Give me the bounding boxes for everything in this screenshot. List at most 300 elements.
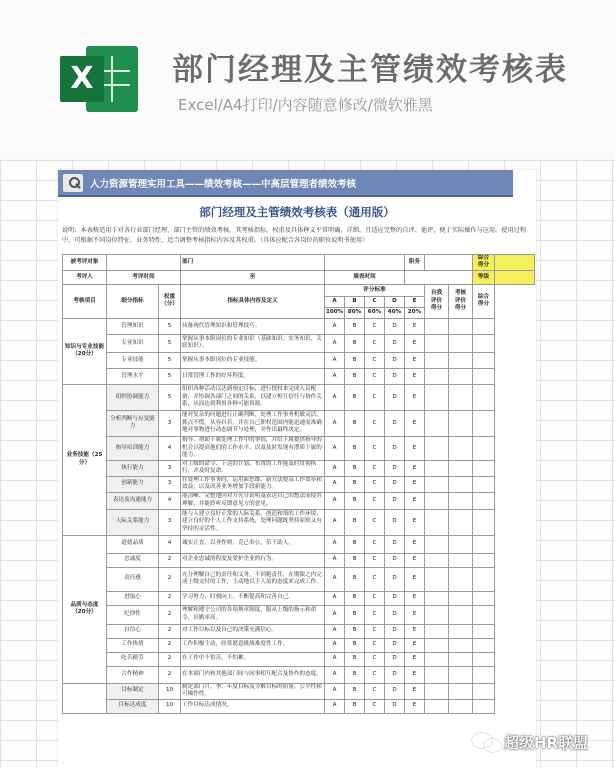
grade-option[interactable]: A bbox=[325, 334, 345, 352]
grade-option[interactable]: A bbox=[325, 638, 345, 652]
total-score-cell[interactable] bbox=[473, 352, 495, 368]
grade-option[interactable]: A bbox=[325, 535, 345, 553]
definition-cell: 掌握从事本职岗位的专业知识（基础知识、实务知识、关联知识）。 bbox=[181, 334, 325, 352]
sub-indicator: 管理知识 bbox=[107, 318, 159, 334]
grade-option[interactable]: C bbox=[365, 318, 385, 334]
label-to: 至 bbox=[181, 270, 325, 284]
grade-option[interactable]: A bbox=[325, 652, 345, 666]
grade-option[interactable]: D bbox=[385, 492, 405, 509]
weight-cell: 2 bbox=[159, 591, 181, 605]
leader-score-cell[interactable] bbox=[449, 436, 473, 460]
label-assess-time: 考评时间 bbox=[107, 270, 181, 284]
definition-cell: 能对复杂的问题进行正确判断，处理工作事务机敏灵活，抓点不慌，从容自若，并在自己职权范围内能迅速而准确地对事物进行动态调节与处理，并作出最终决定。 bbox=[181, 410, 325, 436]
header-total: 综合 得分 bbox=[473, 284, 495, 318]
total-score-cell[interactable] bbox=[473, 509, 495, 535]
sub-indicator: 目标制定 bbox=[107, 683, 159, 699]
weight-cell: 4 bbox=[159, 535, 181, 553]
table-row bbox=[63, 666, 535, 683]
weight-cell: 4 bbox=[159, 436, 181, 460]
grade-option[interactable]: C bbox=[365, 567, 385, 591]
definition-cell: 工作目标达成情况。 bbox=[181, 699, 325, 713]
weight-cell: 2 bbox=[159, 638, 181, 652]
table-row bbox=[63, 476, 535, 492]
leader-score-cell[interactable] bbox=[449, 567, 473, 591]
grade-option[interactable]: E bbox=[405, 652, 425, 666]
header-weight: 权重 （分） bbox=[159, 284, 181, 318]
grade-option[interactable]: E bbox=[405, 368, 425, 384]
grade-option[interactable]: C bbox=[365, 352, 385, 368]
label-fill-time: 填表时间 bbox=[325, 270, 405, 284]
grade-option[interactable]: B bbox=[345, 666, 365, 683]
grade-option[interactable]: D bbox=[385, 410, 405, 436]
grade-option[interactable]: C bbox=[365, 460, 385, 476]
weight-cell: 2 bbox=[159, 605, 181, 624]
group-name: 知识与专业技能（20分） bbox=[63, 318, 107, 384]
grade-option[interactable]: B bbox=[345, 476, 365, 492]
total-score-cell[interactable] bbox=[473, 384, 495, 410]
grade-option[interactable]: C bbox=[365, 666, 385, 683]
header-scale: 评分标准 bbox=[325, 284, 425, 296]
self-score-cell[interactable] bbox=[425, 368, 449, 384]
sub-indicator: 目标达成度 bbox=[107, 699, 159, 713]
leader-score-cell[interactable] bbox=[449, 652, 473, 666]
grade-option[interactable]: A bbox=[325, 624, 345, 638]
sub-indicator: 责任感 bbox=[107, 567, 159, 591]
definition-cell: 制定部门月、季、年度目标及分解目标的质量、公平性和可操作性。 bbox=[181, 683, 325, 699]
leader-score-cell[interactable] bbox=[449, 334, 473, 352]
grade-option[interactable]: E bbox=[405, 666, 425, 683]
grade-option[interactable]: E bbox=[405, 460, 425, 476]
grade-percent: 60% bbox=[365, 307, 385, 318]
leader-score-cell[interactable] bbox=[449, 591, 473, 605]
leader-score-cell[interactable] bbox=[449, 699, 473, 713]
grade-option[interactable]: C bbox=[365, 509, 385, 535]
grade-option[interactable]: D bbox=[385, 352, 405, 368]
definition-cell: 对工作目标以及自己的决策充满信心。 bbox=[181, 624, 325, 638]
grade-option[interactable]: D bbox=[385, 553, 405, 567]
grade-option[interactable]: A bbox=[325, 553, 345, 567]
definition-cell: 具备现代管理知识和管理技巧。 bbox=[181, 318, 325, 334]
sub-indicator: 专业知识 bbox=[107, 334, 159, 352]
fill-time-field[interactable] bbox=[405, 270, 473, 284]
leader-score-cell[interactable] bbox=[449, 509, 473, 535]
header-sub: 细分指标 bbox=[107, 284, 159, 318]
table-row bbox=[63, 652, 535, 666]
table-row bbox=[63, 553, 535, 567]
grade-header: C bbox=[365, 296, 385, 307]
sub-indicator: 执行能力 bbox=[107, 460, 159, 476]
grade-option[interactable]: B bbox=[345, 683, 365, 699]
wechat-icon bbox=[470, 729, 504, 755]
table-row bbox=[63, 509, 535, 535]
self-score-cell[interactable] bbox=[425, 652, 449, 666]
grade-option[interactable]: D bbox=[385, 318, 405, 334]
weight-cell: 3 bbox=[159, 509, 181, 535]
sub-indicator: 表达及沟通能力 bbox=[107, 492, 159, 509]
leader-score-cell[interactable] bbox=[449, 476, 473, 492]
grade-option[interactable]: A bbox=[325, 605, 345, 624]
table-row bbox=[63, 591, 535, 605]
grade-option[interactable]: A bbox=[325, 699, 345, 713]
leader-score-cell[interactable] bbox=[449, 553, 473, 567]
grade-option[interactable]: E bbox=[405, 492, 425, 509]
sub-indicator: 忠诚度 bbox=[107, 553, 159, 567]
weight-cell: 5 bbox=[159, 352, 181, 368]
grade-option[interactable]: A bbox=[325, 460, 345, 476]
weight-cell: 3 bbox=[159, 410, 181, 436]
self-score-cell[interactable] bbox=[425, 666, 449, 683]
self-score-cell[interactable] bbox=[425, 476, 449, 492]
grade-percent: 20% bbox=[405, 307, 425, 318]
assessee-field[interactable] bbox=[107, 255, 181, 271]
definition-cell: 充分理解自己的责任和义务，不回避责任，在期限之内完成上级交付的工作，主动地以主人翁的态度来完成工作。 bbox=[181, 567, 325, 591]
table-row bbox=[63, 334, 535, 352]
definition-cell: 诚实正直，以身作则，克己奉公，乐于助人。 bbox=[181, 535, 325, 553]
sub-indicator: 自信心 bbox=[107, 624, 159, 638]
grade-option[interactable]: C bbox=[365, 638, 385, 652]
definition-cell: 在工作中不怕苦，不怕累。 bbox=[181, 652, 325, 666]
weight-cell: 3 bbox=[159, 476, 181, 492]
self-score-cell[interactable] bbox=[425, 410, 449, 436]
definition-cell: 在处理工作事务时，运用新思维、新方法提高工作效率和效益，以及改善业务增加手段新能力。 bbox=[181, 476, 325, 492]
sub-indicator: 组织协调能力 bbox=[107, 384, 159, 410]
department-field[interactable] bbox=[325, 255, 405, 271]
grade-option[interactable]: B bbox=[345, 334, 365, 352]
grade-option[interactable]: D bbox=[385, 638, 405, 652]
definition-cell: 在本部门内和其他部门间与同事相互配合及协作的态度。 bbox=[181, 666, 325, 683]
leader-score-cell[interactable] bbox=[449, 638, 473, 652]
grade-option[interactable]: D bbox=[385, 334, 405, 352]
label-department: 部门 bbox=[181, 255, 325, 271]
weight-cell: 2 bbox=[159, 666, 181, 683]
grade-option[interactable]: A bbox=[325, 591, 345, 605]
sub-indicator: 专业技能 bbox=[107, 352, 159, 368]
grade-option[interactable]: E bbox=[405, 638, 425, 652]
sub-indicator: 纪律性 bbox=[107, 605, 159, 624]
weight-cell: 2 bbox=[159, 652, 181, 666]
watermark bbox=[470, 724, 588, 760]
watermark-text: 超级HR联盟 bbox=[504, 733, 589, 752]
table-row bbox=[63, 567, 535, 591]
sub-indicator: 吃苦耐劳 bbox=[107, 652, 159, 666]
grade-option[interactable]: A bbox=[325, 318, 345, 334]
grade-option[interactable]: D bbox=[385, 591, 405, 605]
total-score-cell[interactable] bbox=[473, 567, 495, 591]
grade-option[interactable]: B bbox=[345, 318, 365, 334]
grade-option[interactable]: D bbox=[385, 624, 405, 638]
grade-option[interactable]: E bbox=[405, 334, 425, 352]
label-assessee: 被考评对象 bbox=[63, 255, 107, 271]
grade-option[interactable]: E bbox=[405, 591, 425, 605]
page-header bbox=[0, 0, 615, 150]
grade-option[interactable]: E bbox=[405, 535, 425, 553]
grade-option[interactable]: E bbox=[405, 410, 425, 436]
grade-option[interactable]: B bbox=[345, 509, 365, 535]
label-total-score: 综合 得分 bbox=[473, 255, 495, 271]
total-score-cell[interactable] bbox=[473, 624, 495, 638]
grade-option[interactable]: A bbox=[325, 384, 345, 410]
grade-option[interactable]: B bbox=[345, 567, 365, 591]
sub-indicator: 指导培训能力 bbox=[107, 436, 159, 460]
sub-indicator: 工作热情 bbox=[107, 638, 159, 652]
total-score-cell[interactable] bbox=[473, 683, 495, 699]
grade-option[interactable]: D bbox=[385, 476, 405, 492]
grade-option[interactable]: B bbox=[345, 460, 365, 476]
total-score-cell[interactable] bbox=[473, 476, 495, 492]
definition-cell: 对企业忠诚的程度及爱护企业的行为。 bbox=[181, 553, 325, 567]
grade-option[interactable]: E bbox=[405, 624, 425, 638]
total-score-cell[interactable] bbox=[473, 553, 495, 567]
table-row bbox=[63, 436, 535, 460]
total-score-cell[interactable] bbox=[473, 318, 495, 334]
self-score-cell[interactable] bbox=[425, 460, 449, 476]
self-score-cell[interactable] bbox=[425, 535, 449, 553]
grade-option[interactable]: B bbox=[345, 699, 365, 713]
header-leader: 考核 评价 得分 bbox=[449, 284, 473, 318]
sub-indicator: 道德品质 bbox=[107, 535, 159, 553]
grade-option[interactable]: E bbox=[405, 567, 425, 591]
assessment-table bbox=[62, 254, 535, 714]
table-row bbox=[63, 624, 535, 638]
tool-banner bbox=[58, 170, 513, 197]
form-note: 说明：本表格适用于对各行业部门经理、部门主管的绩效考核。其考核指标、权重及具体释义平常明确、详细，且适应完整的自评、他评，便于实际操作与应用。使用过程中，可根据不同岗位特征，业务特性，适当调整考核指标内容及其权重。（具体应配合各岗位的职位说明书使用） bbox=[62, 227, 527, 244]
total-score-cell[interactable] bbox=[473, 535, 495, 553]
grade-option[interactable]: B bbox=[345, 553, 365, 567]
grade-option[interactable]: D bbox=[385, 509, 405, 535]
grade-option[interactable]: C bbox=[365, 535, 385, 553]
self-score-cell[interactable] bbox=[425, 384, 449, 410]
definition-cell: 能清晰、完整地向对方充分说明及表达自己的想法而使其理解，并能聆听反馈意见方的意见。 bbox=[181, 492, 325, 509]
excel-letter: X bbox=[60, 56, 104, 102]
leader-score-cell[interactable] bbox=[449, 624, 473, 638]
grade-option[interactable]: C bbox=[365, 652, 385, 666]
grade-option[interactable]: E bbox=[405, 509, 425, 535]
self-score-cell[interactable] bbox=[425, 352, 449, 368]
leader-score-cell[interactable] bbox=[449, 492, 473, 509]
grade-header: D bbox=[385, 296, 405, 307]
grade-option[interactable]: A bbox=[325, 567, 345, 591]
group-name: 品质与态度（20分） bbox=[63, 535, 107, 683]
total-score-cell[interactable] bbox=[473, 436, 495, 460]
definition-cell: 对上级的命令、下达的计划、布置的工作能及时贯彻执行，并及时复命。 bbox=[181, 460, 325, 476]
weight-cell: 5 bbox=[159, 318, 181, 334]
grade-option[interactable]: B bbox=[345, 652, 365, 666]
self-score-cell[interactable] bbox=[425, 334, 449, 352]
self-score-cell[interactable] bbox=[425, 436, 449, 460]
grade-option[interactable]: A bbox=[325, 509, 345, 535]
leader-score-cell[interactable] bbox=[449, 318, 473, 334]
grade-option[interactable]: B bbox=[345, 605, 365, 624]
self-score-cell[interactable] bbox=[425, 605, 449, 624]
weight-cell: 5 bbox=[159, 368, 181, 384]
weight-cell: 5 bbox=[159, 384, 181, 410]
group-name bbox=[63, 683, 107, 713]
grade-option[interactable]: D bbox=[385, 368, 405, 384]
grade-option[interactable]: C bbox=[365, 683, 385, 699]
total-score-cell[interactable] bbox=[473, 666, 495, 683]
total-score-field[interactable] bbox=[495, 255, 535, 271]
grade-option[interactable]: C bbox=[365, 492, 385, 509]
form-sheet bbox=[58, 170, 536, 768]
definition-cell: 学习努力，时刻向上，不断提高和完善自己。 bbox=[181, 591, 325, 605]
grade-option[interactable]: E bbox=[405, 683, 425, 699]
table-row bbox=[63, 368, 535, 384]
leader-score-cell[interactable] bbox=[449, 410, 473, 436]
magnifier-tool-icon bbox=[63, 174, 83, 192]
leader-score-cell[interactable] bbox=[449, 535, 473, 553]
leader-score-cell[interactable] bbox=[449, 605, 473, 624]
grade-option[interactable]: D bbox=[385, 436, 405, 460]
grade-option[interactable]: C bbox=[365, 334, 385, 352]
page-subtitle: Excel/A4打印/内容随意修改/微软雅黑 bbox=[178, 96, 433, 114]
group-name: 业务技能（25分） bbox=[63, 384, 107, 535]
self-score-cell[interactable] bbox=[425, 553, 449, 567]
weight-cell: 10 bbox=[159, 683, 181, 699]
leader-score-cell[interactable] bbox=[449, 352, 473, 368]
grade-option[interactable]: A bbox=[325, 410, 345, 436]
grade-option[interactable]: C bbox=[365, 624, 385, 638]
leader-score-cell[interactable] bbox=[449, 460, 473, 476]
grade-field[interactable] bbox=[495, 270, 535, 284]
grade-option[interactable]: D bbox=[385, 460, 405, 476]
definition-cell: 掌握从事本职岗位的专业技能。 bbox=[181, 352, 325, 368]
total-score-cell[interactable] bbox=[473, 492, 495, 509]
total-score-cell[interactable] bbox=[473, 410, 495, 436]
header-item: 考核项目 bbox=[63, 284, 107, 318]
leader-score-cell[interactable] bbox=[449, 368, 473, 384]
grade-option[interactable]: E bbox=[405, 476, 425, 492]
grade-option[interactable]: B bbox=[345, 410, 365, 436]
weight-cell: 10 bbox=[159, 699, 181, 713]
table-row bbox=[63, 460, 535, 476]
total-score-cell[interactable] bbox=[473, 460, 495, 476]
header-desc: 指标具体内容及定义 bbox=[181, 284, 325, 318]
leader-score-cell[interactable] bbox=[449, 666, 473, 683]
grade-option[interactable]: E bbox=[405, 384, 425, 410]
grade-option[interactable]: A bbox=[325, 683, 345, 699]
grade-option[interactable]: C bbox=[365, 410, 385, 436]
total-score-cell[interactable] bbox=[473, 699, 495, 713]
weight-cell: 3 bbox=[159, 460, 181, 476]
grade-option[interactable]: C bbox=[365, 553, 385, 567]
grade-option[interactable]: B bbox=[345, 492, 365, 509]
definition-cell: 组织各种活动以达到预定目标，进行授权来完成人员配备，并协调各部门之间的关系，以建立相互信任与协作关系，从而达到利用各种可能资源。 bbox=[181, 384, 325, 410]
total-score-cell[interactable] bbox=[473, 334, 495, 352]
table-row bbox=[63, 699, 535, 713]
grade-option[interactable]: D bbox=[385, 384, 405, 410]
position-field[interactable] bbox=[425, 255, 473, 271]
total-score-cell[interactable] bbox=[473, 591, 495, 605]
page-title: 部门经理及主管绩效考核表 bbox=[172, 52, 568, 88]
header-self: 自我 评价 得分 bbox=[425, 284, 449, 318]
table-row bbox=[63, 318, 535, 334]
grade-option[interactable]: A bbox=[325, 476, 345, 492]
grade-option[interactable]: E bbox=[405, 553, 425, 567]
grade-option[interactable]: E bbox=[405, 699, 425, 713]
grade-option[interactable]: B bbox=[345, 352, 365, 368]
grade-option[interactable]: D bbox=[385, 605, 405, 624]
grade-option[interactable]: C bbox=[365, 368, 385, 384]
total-score-cell[interactable] bbox=[473, 638, 495, 652]
grade-option[interactable]: E bbox=[405, 436, 425, 460]
weight-cell: 4 bbox=[159, 492, 181, 509]
definition-cell: 指导、帮助下属处理工作中的事情，并给下属提供指导的机会以提高他们的工作水平，以及及时发现有潜质下属的能力。 bbox=[181, 436, 325, 460]
grade-option[interactable]: D bbox=[385, 652, 405, 666]
grade-option[interactable]: C bbox=[365, 384, 385, 410]
definition-cell: 理解和遵守公司的各项规章制度，服从上级的指示和命令，出勤率高。 bbox=[181, 605, 325, 624]
self-score-cell[interactable] bbox=[425, 318, 449, 334]
grade-option[interactable]: B bbox=[345, 436, 365, 460]
total-score-cell[interactable] bbox=[473, 652, 495, 666]
self-score-cell[interactable] bbox=[425, 624, 449, 638]
grade-option[interactable]: A bbox=[325, 436, 345, 460]
self-score-cell[interactable] bbox=[425, 638, 449, 652]
weight-cell: 2 bbox=[159, 567, 181, 591]
grade-option[interactable]: D bbox=[385, 666, 405, 683]
self-score-cell[interactable] bbox=[425, 492, 449, 509]
self-score-cell[interactable] bbox=[425, 509, 449, 535]
grade-option[interactable]: B bbox=[345, 638, 365, 652]
excel-icon bbox=[60, 42, 140, 116]
grade-option[interactable]: A bbox=[325, 666, 345, 683]
grade-header: B bbox=[345, 296, 365, 307]
grade-option[interactable]: C bbox=[365, 476, 385, 492]
grade-option[interactable]: B bbox=[345, 384, 365, 410]
leader-score-cell[interactable] bbox=[449, 384, 473, 410]
grade-option[interactable]: B bbox=[345, 535, 365, 553]
grade-option[interactable]: C bbox=[365, 605, 385, 624]
sub-indicator: 分析判断与应变能力 bbox=[107, 410, 159, 436]
grade-option[interactable]: E bbox=[405, 318, 425, 334]
total-score-cell[interactable] bbox=[473, 605, 495, 624]
table-row bbox=[63, 683, 535, 699]
grade-option[interactable]: C bbox=[365, 436, 385, 460]
label-assessor: 考评人 bbox=[63, 270, 107, 284]
grade-option[interactable]: A bbox=[325, 352, 345, 368]
grade-option[interactable]: B bbox=[345, 591, 365, 605]
self-score-cell[interactable] bbox=[425, 591, 449, 605]
grade-option[interactable]: C bbox=[365, 591, 385, 605]
grade-option[interactable]: D bbox=[385, 699, 405, 713]
definition-cell: 工作积极主动，经常愿意挑战难度性工作。 bbox=[181, 638, 325, 652]
grade-option[interactable]: C bbox=[365, 699, 385, 713]
grade-option[interactable]: D bbox=[385, 567, 405, 591]
grade-option[interactable]: B bbox=[345, 368, 365, 384]
grade-percent: 40% bbox=[385, 307, 405, 318]
table-row bbox=[63, 535, 535, 553]
grade-option[interactable]: A bbox=[325, 492, 345, 509]
total-score-cell[interactable] bbox=[473, 368, 495, 384]
self-score-cell[interactable] bbox=[425, 699, 449, 713]
grade-option[interactable]: E bbox=[405, 352, 425, 368]
weight-cell: 2 bbox=[159, 553, 181, 567]
grade-option[interactable]: B bbox=[345, 624, 365, 638]
grade-option[interactable]: D bbox=[385, 683, 405, 699]
sub-indicator: 合作精神 bbox=[107, 666, 159, 683]
self-score-cell[interactable] bbox=[425, 567, 449, 591]
grade-option[interactable]: D bbox=[385, 535, 405, 553]
grade-option[interactable]: A bbox=[325, 368, 345, 384]
grade-option[interactable]: E bbox=[405, 605, 425, 624]
self-score-cell[interactable] bbox=[425, 683, 449, 699]
weight-cell: 2 bbox=[159, 624, 181, 638]
sub-indicator: 人际关系能力 bbox=[107, 509, 159, 535]
leader-score-cell[interactable] bbox=[449, 683, 473, 699]
form-title: 部门经理及主管绩效考核表（通用版） bbox=[199, 205, 395, 219]
definition-cell: 日常管理工作的好坏程度。 bbox=[181, 368, 325, 384]
table-row bbox=[63, 410, 535, 436]
label-grade: 等级 bbox=[473, 270, 495, 284]
